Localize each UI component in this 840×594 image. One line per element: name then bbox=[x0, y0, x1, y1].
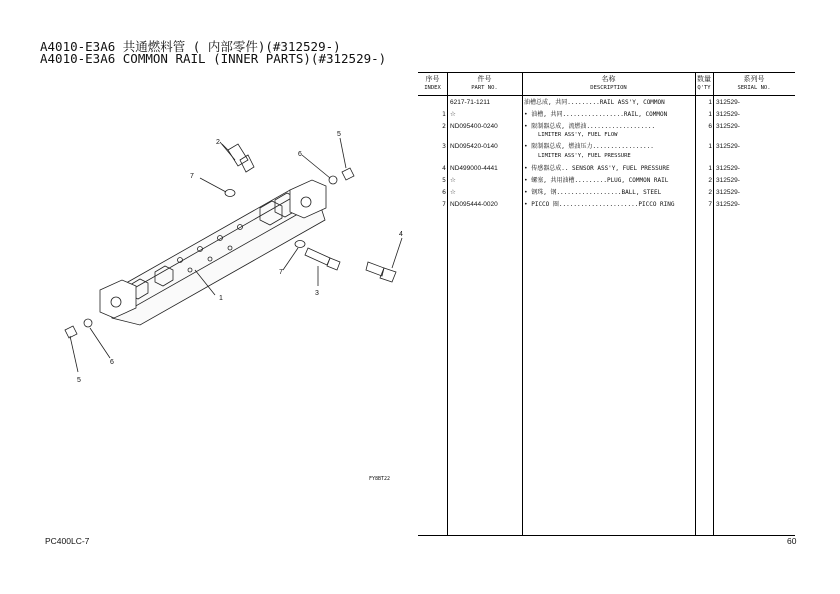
figure-code: FY8BT22 bbox=[369, 476, 391, 482]
parts-table: 序号 INDEX 件号 PART NO. 名称 DESCRIPTION 数量 Q'TY 系列号 SERIAL NO. 6217-71-1211 油槽总成, 共同.........RAIL ASS'Y, COMMON 1 312529- 1 ☆ • 油槽, 共同.................RAIL, COMMON 1 312529- 2 ND095400-0240 • 限制器总成, 流燃油................... 6 312529- LIMITER ASS'Y, FUEL FLOW 3 ND095420-0140 • 限制器总成, 燃油压力................. 1 312529- LIMITER ASS'Y, FUEL PRESSURE 4 ND499000-4441 • 传感器总成.. SENSOR ASS'Y, FUEL PRESSURE 1 312529- 5 ☆ • 螺塞, 共用油槽.........PLUG, COMMON RAIL 2 312529- 6 ☆ • 钢珠, 钢..................BALL, STEEL 2 312529- 7 ND095444-0020 • PICCO 圈......................PICCO RING 7 312529- bbox=[418, 72, 795, 536]
page-number: 60 bbox=[787, 536, 797, 546]
header-serial-no: 系列号 SERIAL NO. bbox=[737, 75, 771, 91]
callout-6-upper: 6 bbox=[298, 151, 302, 158]
callout-7-lower: 7 bbox=[279, 269, 283, 276]
header-description: 名称 DESCRIPTION bbox=[590, 75, 627, 91]
header-index: 序号 INDEX bbox=[424, 75, 441, 91]
header-part-no: 件号 PART NO. bbox=[471, 75, 498, 91]
callout-6-lower: 6 bbox=[110, 359, 114, 366]
callout-4: 4 bbox=[399, 231, 403, 238]
model-number: PC400LC-7 bbox=[45, 536, 90, 546]
callout-5-lower: 5 bbox=[77, 377, 81, 384]
callout-7-upper: 7 bbox=[190, 173, 194, 180]
callout-1: 1 bbox=[219, 295, 223, 302]
header-qty: 数量 Q'TY bbox=[697, 75, 711, 91]
callout-2: 2 bbox=[216, 139, 220, 146]
page-title-chinese: A4010-E3A6 共通燃料管 ( 内部零件)(#312529-) bbox=[40, 39, 341, 54]
page-title-english: A4010-E3A6 COMMON RAIL (INNER PARTS)(#312529-) bbox=[40, 51, 387, 66]
exploded-parts-diagram bbox=[50, 120, 420, 410]
callout-5-upper: 5 bbox=[337, 131, 341, 138]
callout-3: 3 bbox=[315, 290, 319, 297]
